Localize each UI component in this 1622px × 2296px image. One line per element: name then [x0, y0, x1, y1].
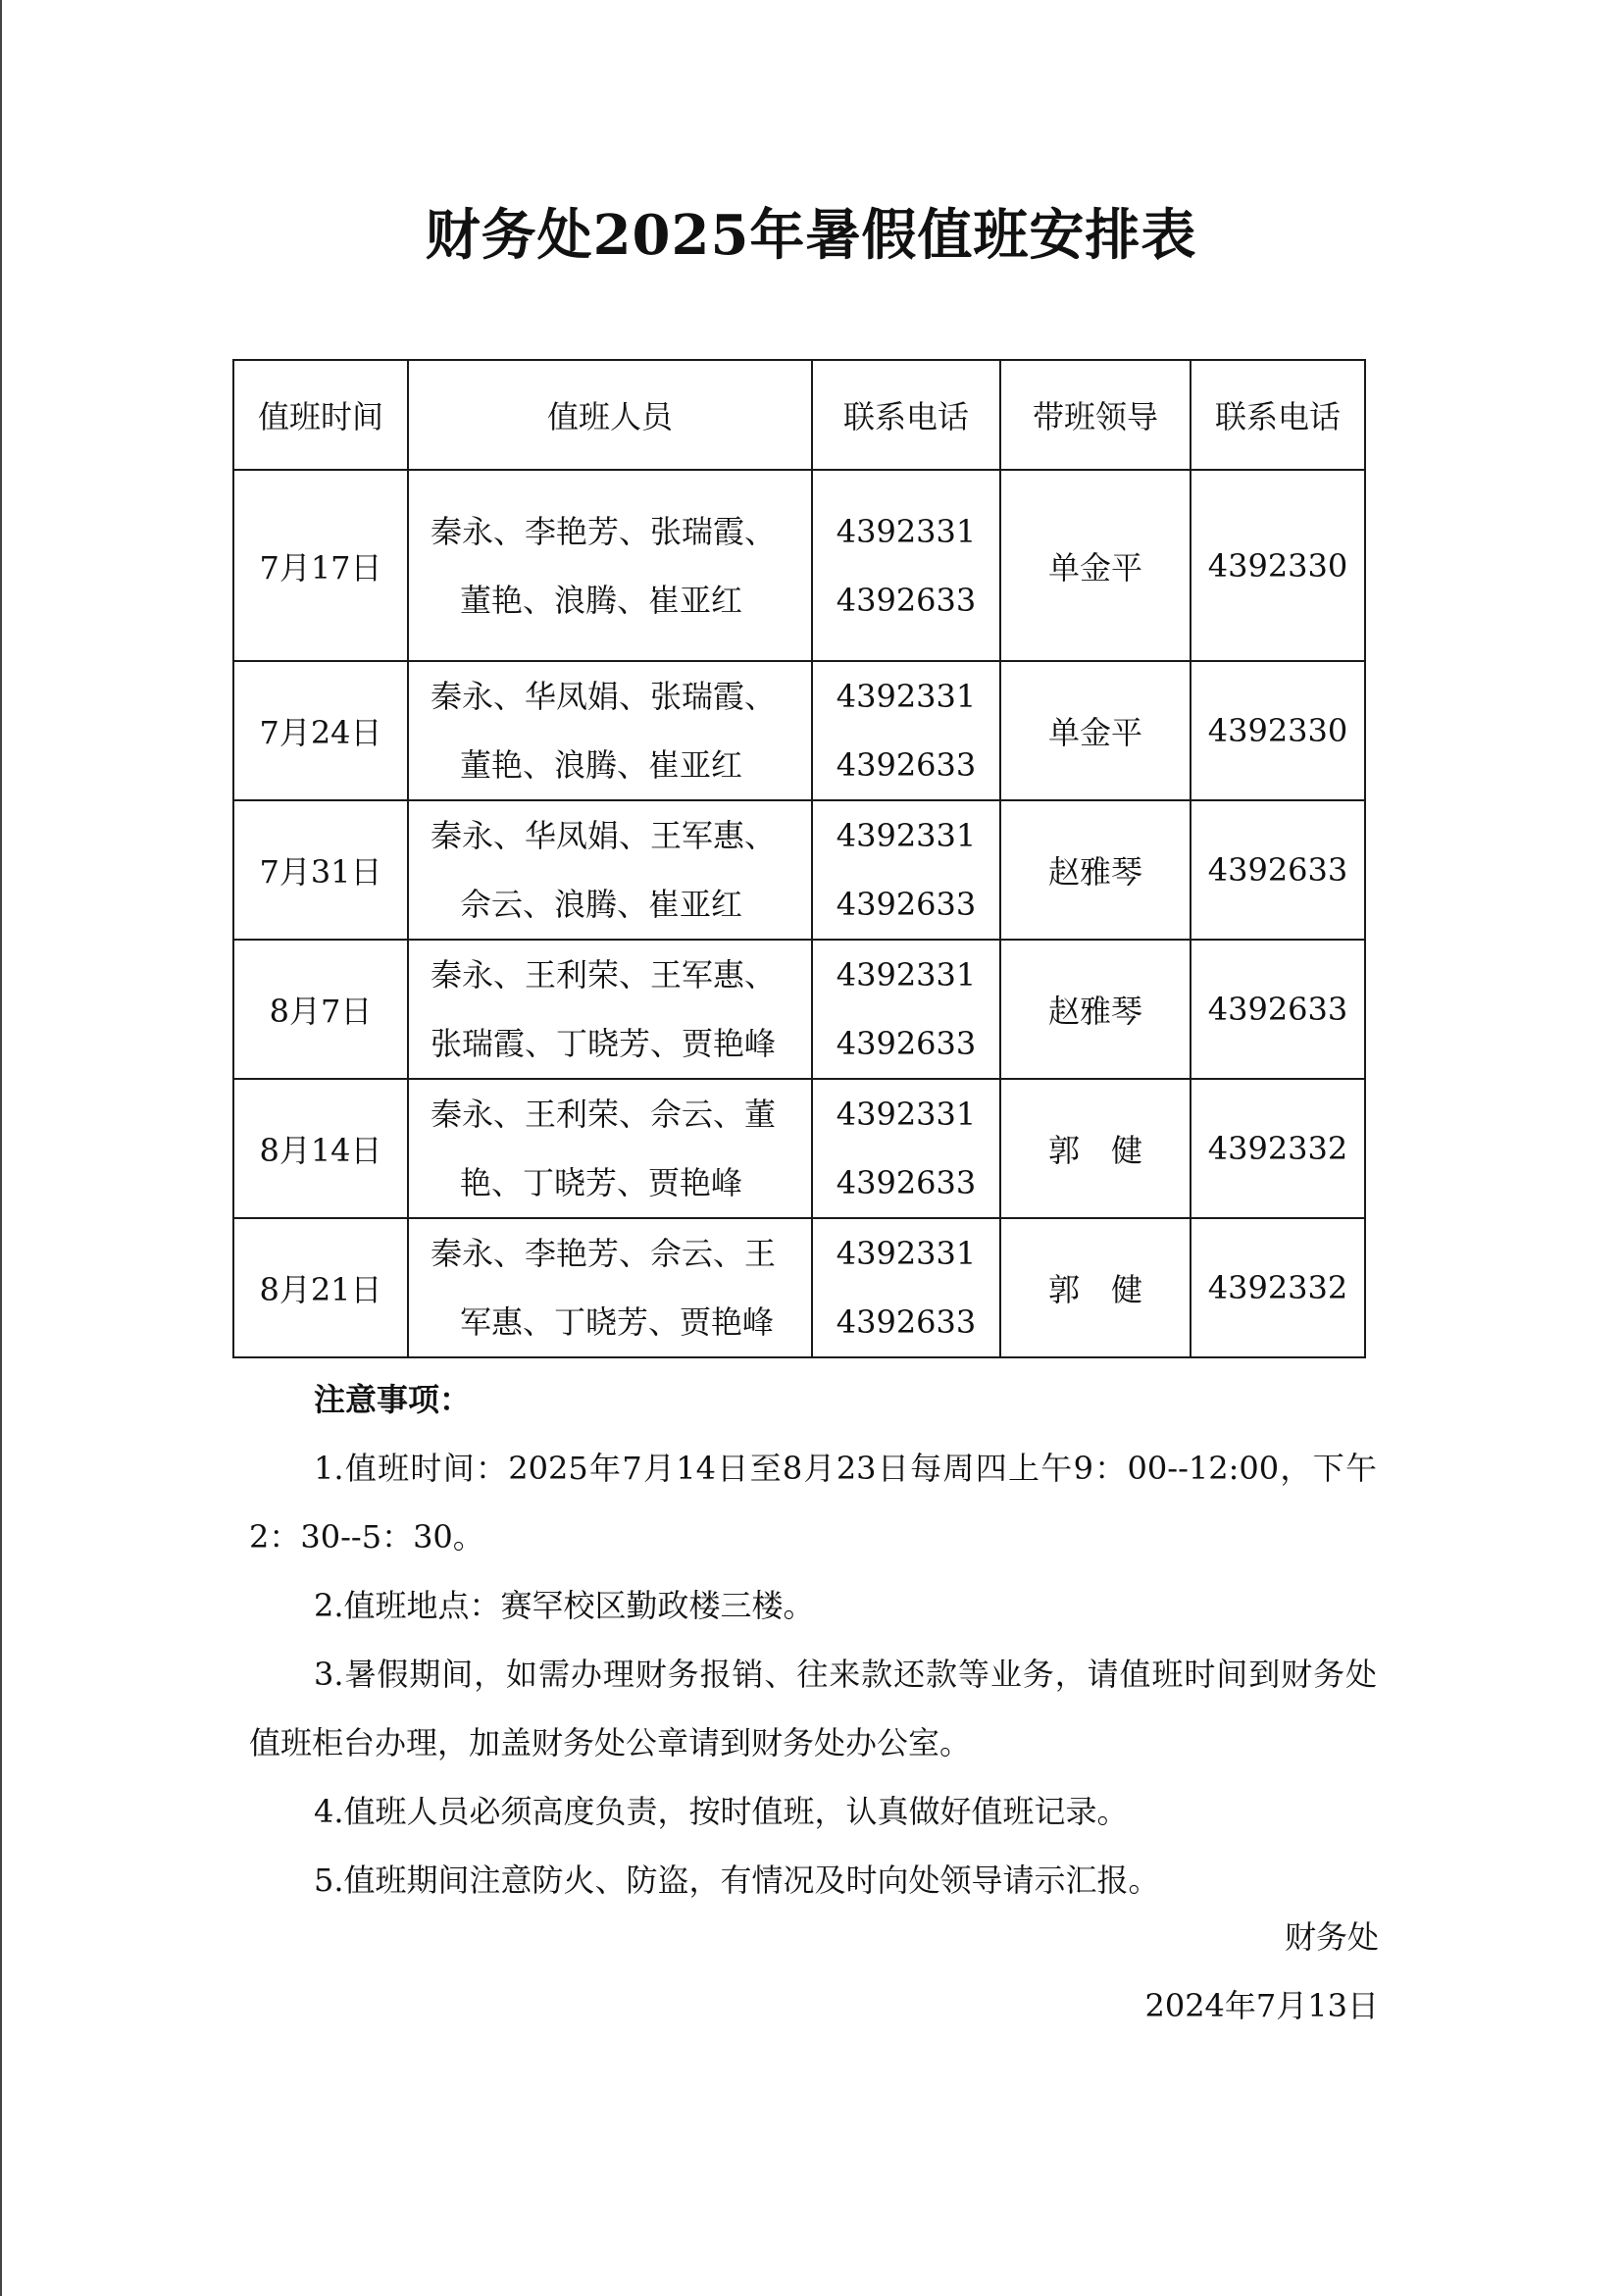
staff-line: 秦永、李艳芳、佘云、王: [431, 1235, 777, 1272]
duty-staff: [408, 661, 812, 800]
table-row: [233, 661, 1365, 800]
table-row: [233, 470, 1365, 661]
phone-number: 4392331: [836, 678, 977, 715]
staff-phones: [812, 1218, 1000, 1357]
phone-number: 4392633: [836, 1164, 977, 1201]
leader-name: 单金平: [1000, 661, 1191, 800]
duty-staff: [408, 1218, 812, 1357]
staff-line: 军惠、丁晓芳、贾艳峰: [460, 1303, 775, 1341]
staff-line: 艳、丁晓芳、贾艳峰: [460, 1164, 743, 1201]
phone-number: 4392331: [836, 1096, 977, 1133]
staff-phones: [812, 1079, 1000, 1218]
header-duty-time: 值班时间: [233, 360, 408, 470]
scan-edge: [0, 0, 2, 2296]
duty-date: 7月31日: [233, 800, 408, 940]
leader-name: 赵雅琴: [1000, 940, 1191, 1079]
staff-phones: [812, 800, 1000, 940]
note-item: 3.暑假期间，如需办理财务报销、往来款还款等业务，请值班时间到财务处值班柜台办理，加盖财务处公章请到财务处办公室。: [249, 1656, 1377, 1761]
duty-staff: [408, 800, 812, 940]
duty-staff: [408, 940, 812, 1079]
staff-line: 秦永、王利荣、佘云、董: [431, 1096, 777, 1133]
phone-number: 4392633: [836, 581, 977, 619]
leader-name: 郭 健: [1000, 1079, 1191, 1218]
leader-phone: 4392332: [1191, 1079, 1365, 1218]
signature-org: 财务处: [1284, 1918, 1379, 1956]
staff-line: 张瑞霞、丁晓芳、贾艳峰: [431, 1025, 777, 1062]
phone-number: 4392331: [836, 817, 977, 854]
leader-phone: 4392633: [1191, 800, 1365, 940]
notes-heading: 注意事项：: [314, 1381, 472, 1418]
table-row: [233, 1218, 1365, 1357]
staff-phones: [812, 940, 1000, 1079]
table-header-row: [233, 360, 1365, 470]
duty-date: 8月7日: [233, 940, 408, 1079]
note-item: 5.值班期间注意防火、防盗，有情况及时向处领导请示汇报。: [314, 1862, 1160, 1899]
staff-line: 董艳、浪腾、崔亚红: [460, 746, 743, 784]
duty-schedule-table: [232, 359, 1366, 1358]
leader-phone: 4392332: [1191, 1218, 1365, 1357]
leader-name: 郭 健: [1000, 1218, 1191, 1357]
phone-number: 4392331: [836, 1235, 977, 1272]
header-duty-staff: 值班人员: [408, 360, 812, 470]
note-item: 4.值班人员必须高度负责，按时值班，认真做好值班记录。: [314, 1793, 1129, 1830]
phone-number: 4392633: [836, 1025, 977, 1062]
duty-date: 7月17日: [233, 470, 408, 661]
leader-phone: 4392330: [1191, 661, 1365, 800]
signature-date: 2024年7月13日: [1144, 1987, 1379, 2024]
table-row: [233, 940, 1365, 1079]
duty-date: 7月24日: [233, 661, 408, 800]
duty-staff: [408, 470, 812, 661]
header-leader-phone: 联系电话: [1191, 360, 1365, 470]
staff-line: 秦永、李艳芳、张瑞霞、: [431, 512, 777, 550]
staff-line: 秦永、华凤娟、张瑞霞、: [431, 678, 777, 715]
phone-number: 4392331: [836, 956, 977, 994]
staff-line: 佘云、浪腾、崔亚红: [460, 886, 743, 923]
phone-number: 4392633: [836, 886, 977, 923]
duty-date: 8月21日: [233, 1218, 408, 1357]
header-leader: 带班领导: [1000, 360, 1191, 470]
phone-number: 4392633: [836, 746, 977, 784]
table-row: [233, 800, 1365, 940]
staff-phones: [812, 470, 1000, 661]
phone-number: 4392331: [836, 512, 977, 550]
note-item: 1.值班时间：2025年7月14日至8月23日每周四上午9：00--12:00，下午2：30--5：30。: [249, 1450, 1377, 1556]
duty-staff: [408, 1079, 812, 1218]
phone-number: 4392633: [836, 1303, 977, 1341]
signature-block: [1144, 1903, 1379, 2040]
staff-line: 秦永、王利荣、王军惠、: [431, 956, 777, 994]
staff-line: 董艳、浪腾、崔亚红: [460, 581, 743, 619]
table-row: [233, 1079, 1365, 1218]
leader-phone: 4392633: [1191, 940, 1365, 1079]
notes-section: [249, 1365, 1377, 1914]
leader-phone: 4392330: [1191, 470, 1365, 661]
staff-phones: [812, 661, 1000, 800]
page-title: 财务处2025年暑假值班安排表: [425, 203, 1197, 268]
duty-date: 8月14日: [233, 1079, 408, 1218]
staff-line: 秦永、华凤娟、王军惠、: [431, 817, 777, 854]
header-staff-phone: 联系电话: [812, 360, 1000, 470]
note-item: 2.值班地点：赛罕校区勤政楼三楼。: [314, 1587, 815, 1624]
leader-name: 单金平: [1000, 470, 1191, 661]
leader-name: 赵雅琴: [1000, 800, 1191, 940]
